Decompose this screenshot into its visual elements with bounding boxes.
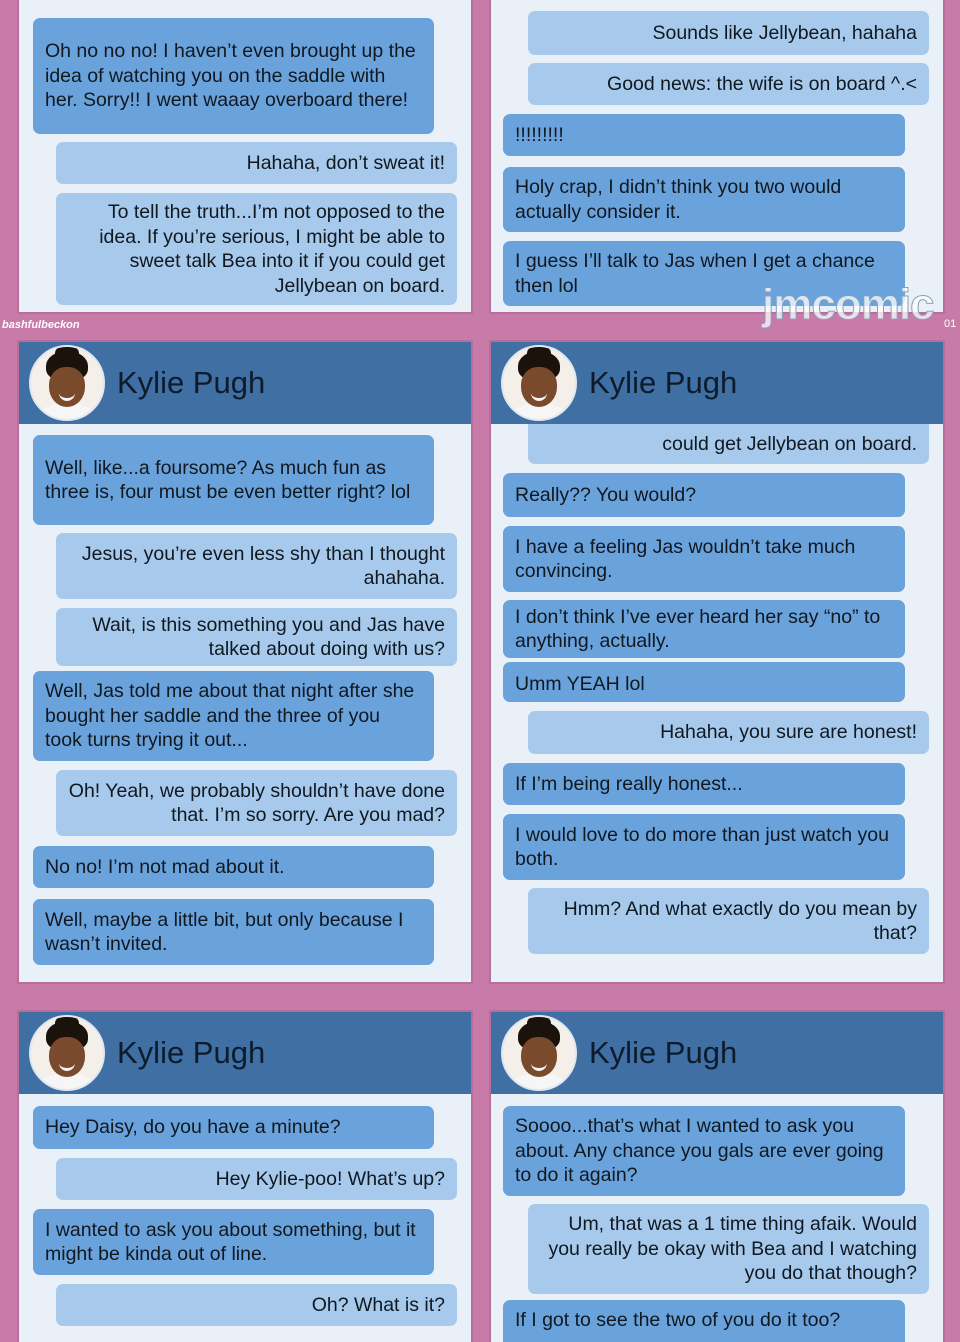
message-bubble	[56, 770, 457, 836]
chat-header	[19, 342, 471, 424]
message-bubble	[503, 473, 905, 517]
chat-header	[19, 1012, 471, 1094]
message-text: Good news: the wife is on board ^.<	[607, 72, 917, 95]
message-bubble	[503, 1300, 905, 1342]
message-bubble	[56, 142, 457, 184]
chat-panel-5	[19, 1012, 471, 1342]
message-bubble	[503, 763, 905, 805]
message-bubble	[503, 526, 905, 592]
message-bubble	[33, 846, 434, 888]
message-bubble	[503, 600, 905, 658]
message-bubble	[33, 899, 434, 965]
message-bubble	[503, 662, 905, 702]
message-text: No no! I’m not mad about it.	[45, 855, 285, 878]
message-text: Oh no no no! I haven’t even brought up the idea of watching you on the saddle with her. Sorry!! I went waaay overboard there!	[45, 40, 416, 112]
message-text: Hahaha, don’t sweat it!	[246, 151, 445, 174]
message-text: I guess I’ll talk to Jas when I get a chance then lol	[515, 250, 875, 297]
chat-panel-6	[491, 1012, 943, 1342]
contact-name: Kylie Pugh	[117, 365, 266, 400]
avatar	[501, 345, 577, 421]
message-bubble	[503, 167, 905, 232]
message-text: Oh! Yeah, we probably shouldn’t have done that. I’m so sorry. Are you mad?	[68, 779, 445, 826]
message-text: Holy crap, I didn’t think you two would actually consider it.	[515, 176, 842, 223]
message-text: Oh? What is it?	[311, 1293, 445, 1316]
message-bubble	[528, 711, 929, 754]
message-text: Well, maybe a little bit, but only because I wasn’t invited.	[45, 908, 404, 955]
message-text: I don’t think I’ve ever heard her say “no” to anything, actually.	[515, 605, 881, 652]
site-logo-watermark: jmcomic	[762, 280, 934, 329]
chat-panel-2	[491, 0, 943, 312]
message-text: Hmm? And what exactly do you mean by that?	[563, 897, 917, 944]
message-text: To tell the truth...I’m not opposed to the idea. If you’re serious, I might be able to sweet talk Bea into it if you could get Jellybean on board.	[99, 201, 445, 297]
message-text: !!!!!!!!!	[515, 123, 564, 146]
message-text: Umm YEAH lol	[515, 672, 645, 695]
contact-name: Kylie Pugh	[589, 365, 738, 400]
message-bubble	[56, 1158, 457, 1200]
chat-panel-4	[491, 342, 943, 982]
message-bubble	[528, 418, 929, 464]
avatar	[29, 345, 105, 421]
message-text: Really?? You would?	[515, 483, 697, 506]
message-text: I would love to do more than just watch you both.	[515, 823, 889, 870]
message-text: Sounds like Jellybean, hahaha	[652, 21, 917, 44]
message-bubble	[56, 608, 457, 666]
message-bubble	[528, 11, 929, 55]
message-bubble	[528, 1204, 929, 1294]
avatar	[501, 1015, 577, 1091]
message-bubble	[56, 193, 457, 305]
message-bubble	[503, 114, 905, 156]
message-bubble	[33, 671, 434, 761]
message-text: could get Jellybean on board.	[662, 432, 917, 455]
page-number: 01	[944, 318, 957, 330]
message-text: If I got to see the two of you do it too?	[515, 1309, 841, 1331]
message-bubble	[503, 814, 905, 880]
message-text: Wait, is this something you and Jas have talked about doing with us?	[92, 613, 445, 660]
message-text: Well, Jas told me about that night after she bought her saddle and the three of you took turns trying it out...	[45, 680, 415, 752]
message-bubble	[528, 888, 929, 954]
message-bubble	[528, 63, 929, 105]
message-bubble	[56, 1284, 457, 1326]
chat-panel-1	[19, 0, 471, 312]
message-text: I wanted to ask you about something, but it might be kinda out of line.	[45, 1218, 416, 1265]
message-text: I have a feeling Jas wouldn’t take much convincing.	[515, 535, 856, 582]
chat-header	[491, 1012, 943, 1094]
message-text: Jesus, you’re even less shy than I thought ahahaha.	[81, 542, 445, 589]
message-text: Um, that was a 1 time thing afaik. Would you really be okay with Bea and I watching you do that though?	[548, 1213, 917, 1285]
contact-name: Kylie Pugh	[589, 1035, 738, 1070]
message-text: Hahaha, you sure are honest!	[660, 721, 917, 744]
chat-header	[491, 342, 943, 424]
message-text: Soooo...that’s what I wanted to ask you about. Any chance you gals are ever going to do it again?	[515, 1115, 884, 1187]
message-bubble	[33, 18, 434, 134]
message-text: Hey Kylie-poo! What’s up?	[215, 1167, 445, 1190]
message-bubble	[33, 435, 434, 525]
chat-panel-3	[19, 342, 471, 982]
artist-watermark: bashfulbeckon	[2, 319, 80, 331]
message-bubble	[503, 1106, 905, 1196]
message-text: If I’m being really honest...	[515, 772, 743, 795]
avatar	[29, 1015, 105, 1091]
message-bubble	[56, 533, 457, 599]
message-bubble	[33, 1209, 434, 1275]
contact-name: Kylie Pugh	[117, 1035, 266, 1070]
message-bubble	[33, 1106, 434, 1149]
message-text: Hey Daisy, do you have a minute?	[45, 1116, 341, 1139]
message-text: Well, like...a foursome? As much fun as three is, four must be even better right? lol	[45, 456, 411, 503]
